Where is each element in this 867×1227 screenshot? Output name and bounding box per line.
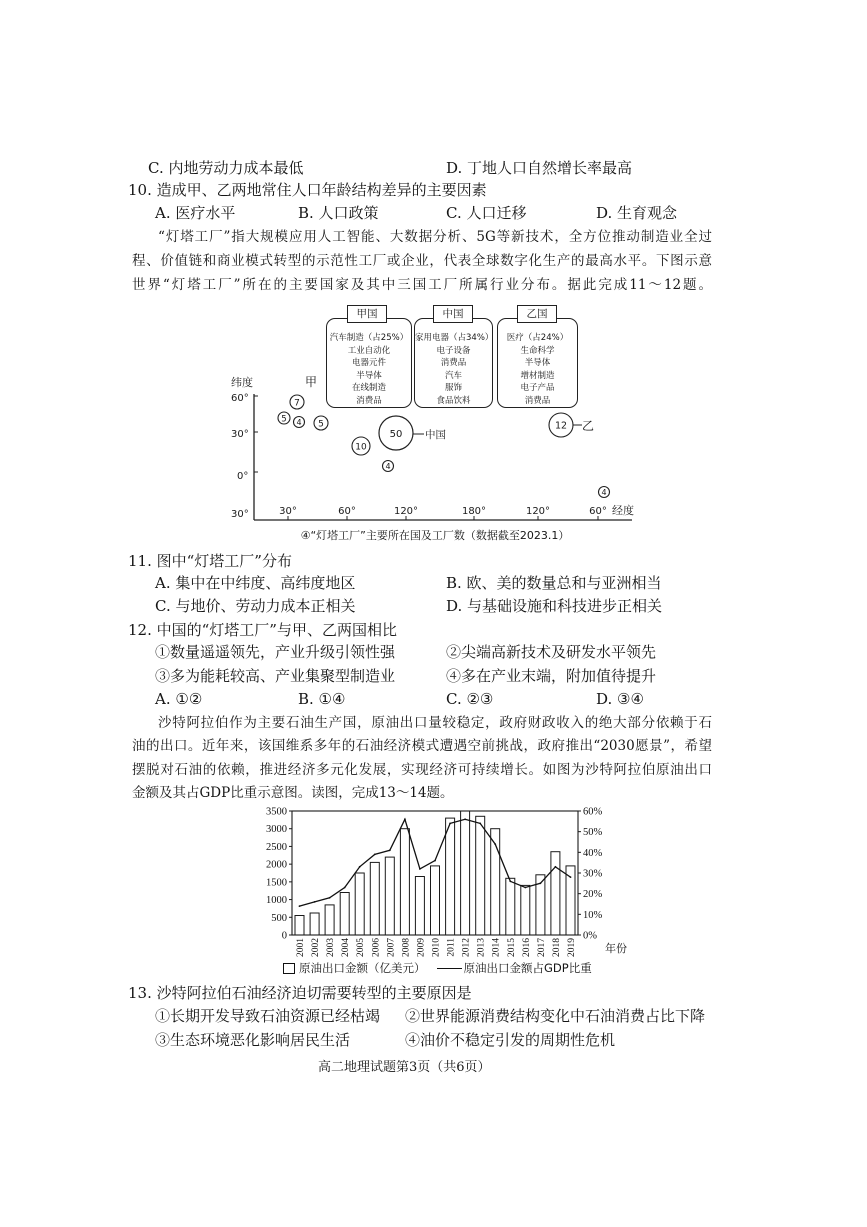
q13-statement-1: ①长期开发导致石油资源已经枯竭: [155, 1007, 381, 1025]
bar-2015: [506, 878, 515, 935]
industry-item: 电器元件: [351, 358, 386, 368]
y-right-tick-label: 20%: [583, 889, 603, 901]
gdp-share-point-2017: [540, 882, 542, 884]
svg-text:5: 5: [318, 419, 324, 430]
y-left-tick-label: 3500: [266, 806, 287, 818]
y-left-tick-label: 0: [281, 930, 287, 942]
industry-item: 消费品: [440, 358, 467, 368]
bar-2008: [400, 829, 409, 935]
x-tick-label: 2001: [296, 938, 307, 957]
bar-2012: [461, 811, 470, 935]
gdp-share-point-2009: [419, 868, 421, 870]
x-tick-label: 2008: [401, 938, 412, 957]
lon-tick-label: 60°: [589, 506, 607, 517]
x-tick-label: 2015: [506, 938, 517, 957]
bar-2009: [415, 877, 424, 936]
bar-2006: [370, 862, 379, 935]
x-tick-label: 2010: [431, 938, 442, 957]
q10-option-b: B. 人口政策: [298, 204, 379, 222]
gdp-share-point-2004: [344, 887, 346, 889]
bar-2016: [521, 885, 530, 935]
q11-option-c: C. 与地价、劳动力成本正相关: [155, 597, 356, 615]
x-tick-label: 2009: [416, 938, 427, 957]
industry-item: 医疗（占24%）: [506, 333, 569, 343]
industry-item: 食品饮料: [436, 395, 471, 406]
y-left-tick-label: 3000: [266, 824, 287, 836]
y-right-tick-label: 0%: [583, 930, 597, 942]
q12-option-c: C. ②③: [446, 690, 494, 708]
industry-item: 汽车: [444, 370, 462, 381]
gdp-share-point-2016: [524, 887, 526, 889]
gdp-share-point-2007: [389, 849, 391, 851]
x-tick-label: 2002: [311, 938, 322, 957]
x-axis-label: 年份: [605, 943, 627, 955]
q12-option-a: A. ①②: [155, 690, 203, 708]
lon-tick-label: 120°: [393, 506, 419, 517]
industry-item: 消费品: [524, 395, 551, 406]
industry-box-jia: [326, 318, 412, 408]
y-right-tick-label: 10%: [583, 909, 603, 921]
q12-option-d: D. ③④: [596, 690, 644, 708]
q9-option-c: C. 内地劳动力成本最低: [148, 159, 304, 177]
bar-2013: [476, 816, 485, 935]
q10-stem: 10. 造成甲、乙两地常住人口年龄结构差异的主要因素: [128, 181, 487, 199]
gdp-share-point-2012: [464, 818, 466, 820]
lon-tick-label: 60°: [338, 506, 356, 517]
passage-line: 油的出口。近年来，该国维系多年的石油经济模式遭遇空前挑战，政府推出“2030愿景”，希望: [132, 738, 712, 754]
x-tick-label: 2003: [326, 938, 337, 957]
bar-2011: [446, 818, 455, 935]
gdp-share-point-2006: [374, 854, 376, 856]
lighthouse-factory-figure: [225, 298, 645, 546]
bar-2005: [355, 873, 364, 935]
industry-box-china: [414, 318, 493, 408]
passage-line: 程、价值链和商业模式转型的示范性工厂或企业，代表全球数字化生产的最高水平。下图示意: [132, 253, 712, 269]
bar-2018: [551, 852, 560, 935]
industry-item: 增材制造: [520, 370, 555, 381]
passage-line: 沙特阿拉伯作为主要石油生产国，原油出口量较稳定，政府财政收入的绝大部分依赖于石: [158, 715, 712, 731]
industry-item: 半导体: [524, 358, 551, 368]
x-tick-label: 2011: [446, 938, 457, 957]
marker-label-jia: 甲: [305, 375, 318, 389]
lat-tick-label: 0°: [237, 471, 249, 482]
passage-line: “灯塔工厂”指大规模应用人工智能、大数据分析、5G等新技术，全方位推动制造业全过: [158, 229, 712, 245]
page-footer: 高二地理试题第3页（共6页）: [318, 1060, 491, 1075]
gdp-share-point-2019: [570, 876, 572, 878]
industry-box-title-china: 中国: [433, 305, 473, 323]
bar-2003: [325, 905, 334, 935]
gdp-share-point-2008: [404, 818, 406, 820]
svg-text:10: 10: [355, 442, 367, 453]
y-right-tick-label: 50%: [583, 827, 603, 839]
q13-stem: 13. 沙特阿拉伯石油经济迫切需要转型的主要原因是: [128, 984, 472, 1002]
x-tick-label: 2017: [536, 938, 547, 957]
q10-option-c: C. 人口迁移: [446, 204, 527, 222]
x-tick-label: 2005: [356, 938, 367, 957]
svg-text:5: 5: [281, 414, 287, 425]
x-tick-label: 2018: [551, 938, 562, 957]
svg-text:4: 4: [296, 418, 302, 427]
marker-china: [379, 416, 413, 450]
bar-2004: [340, 893, 349, 936]
oil-export-chart: [245, 800, 635, 965]
q10-option-a: A. 医疗水平: [155, 204, 236, 222]
gdp-share-point-2010: [434, 860, 436, 862]
q11-option-d: D. 与基础设施和科技进步正相关: [446, 597, 663, 615]
svg-text:12: 12: [554, 420, 568, 432]
q11-option-b: B. 欧、美的数量总和与亚洲相当: [446, 574, 662, 592]
passage-line: 金额及其占GDP比重示意图。读图，完成13～14题。: [132, 785, 454, 801]
gdp-share-point-2018: [555, 866, 557, 868]
marker-country: [314, 416, 328, 430]
passage-line: 世界“灯塔工厂”所在的主要国家及其中三国工厂所属行业分布。据此完成11～12题。: [132, 277, 712, 293]
marker-country: [294, 417, 305, 428]
q11-stem: 11. 图中“灯塔工厂”分布: [128, 552, 292, 570]
q12-statement-4: ④多在产业末端，附加值待提升: [446, 667, 657, 685]
y-left-tick-label: 1000: [266, 895, 287, 907]
legend-bar-swatch: [283, 963, 295, 974]
y-left-tick-label: 2500: [266, 841, 287, 853]
industry-box-title-yi: 乙国: [517, 305, 557, 323]
marker-jia: [290, 395, 304, 409]
marker-country: [383, 461, 394, 472]
legend-line-swatch: [437, 968, 462, 969]
marker-label-china: 中国: [425, 429, 446, 441]
y-right-tick-label: 30%: [583, 868, 603, 880]
figure-caption: ④“灯塔工厂”主要所在国及工厂数（数据截至2023.1）: [300, 529, 570, 542]
y-right-tick-label: 60%: [583, 806, 603, 818]
x-tick-label: 2016: [521, 938, 532, 957]
x-tick-label: 2007: [386, 938, 397, 957]
q13-statement-2: ②世界能源消费结构变化中石油消费占比下降: [405, 1007, 706, 1025]
lat-tick-label: 60°: [231, 393, 249, 404]
bar-2002: [310, 913, 319, 935]
y-left-tick-label: 2000: [266, 859, 287, 871]
x-tick-label: 2019: [566, 938, 577, 957]
q11-option-a: A. 集中在中纬度、高纬度地区: [155, 574, 356, 592]
latitude-axis-label: 纬度: [231, 376, 253, 389]
industry-item: 在线制造: [351, 383, 386, 393]
x-tick-label: 2012: [461, 938, 472, 957]
q12-statement-2: ②尖端高新技术及研发水平领先: [446, 643, 657, 661]
svg-text:4: 4: [601, 488, 607, 497]
marker-label-yi: 乙: [582, 419, 595, 433]
x-tick-label: 2014: [491, 938, 502, 957]
marker-country: [278, 412, 290, 425]
gdp-share-point-2014: [494, 843, 496, 845]
lon-tick-label: 180°: [461, 506, 487, 517]
svg-text:4: 4: [385, 462, 391, 471]
bar-2001: [295, 916, 304, 936]
industry-item: 半导体: [356, 370, 382, 381]
bar-2007: [385, 857, 394, 935]
gdp-share-point-2013: [479, 823, 481, 825]
legend-line-label: 原油出口金额占GDP比重: [463, 961, 592, 975]
legend-bar-label: 原油出口金额（亿美元）: [299, 961, 426, 975]
x-tick-label: 2006: [371, 938, 382, 957]
gdp-share-point-2003: [329, 897, 331, 899]
gdp-share-point-2015: [509, 880, 511, 882]
industry-box-yi: [497, 318, 578, 408]
passage-line: 摆脱对石油的依赖，推进经济多元化发展，实现经济可持续增长。如图为沙特阿拉伯原油出口: [132, 762, 712, 778]
marker-country: [352, 437, 370, 455]
marker-yi: [549, 413, 573, 437]
q12-statement-1: ①数量遥遥领先，产业升级引领性强: [155, 643, 396, 661]
y-right-tick-label: 40%: [583, 847, 603, 859]
gdp-share-point-2005: [359, 866, 361, 868]
q12-statement-3: ③多为能耗较高、产业集聚型制造业: [155, 667, 396, 685]
marker-country: [599, 487, 610, 498]
x-tick-label: 2004: [341, 938, 352, 957]
y-left-tick-label: 1500: [266, 877, 287, 889]
y-left-tick-label: 500: [271, 912, 287, 924]
industry-item: 工业自动化: [347, 345, 391, 356]
lat-tick-label: 30°: [231, 429, 249, 440]
industry-box-title-jia: 甲国: [347, 305, 387, 323]
industry-item: 汽车制造（占25%）: [329, 333, 409, 343]
chart-legend: [283, 960, 592, 976]
svg-text:7: 7: [294, 398, 300, 409]
gdp-share-point-2002: [314, 901, 316, 903]
q10-option-d: D. 生育观念: [596, 204, 678, 222]
bar-2010: [431, 866, 440, 935]
industry-item: 电子设备: [436, 345, 471, 356]
industry-item: 家用电器（占34%）: [415, 333, 494, 343]
industry-item: 电子产品: [520, 383, 555, 393]
longitude-axis-label: 经度: [612, 504, 634, 517]
lon-tick-label: 120°: [525, 506, 551, 517]
x-tick-label: 2013: [476, 938, 487, 957]
lat-tick-label: 30°: [231, 509, 249, 520]
q12-option-b: B. ①④: [298, 690, 346, 708]
svg-text:50: 50: [389, 429, 403, 440]
industry-item: 消费品: [356, 395, 382, 406]
gdp-share-point-2011: [449, 823, 451, 825]
q9-option-d: D. 丁地人口自然增长率最高: [446, 159, 633, 177]
q13-statement-4: ④油价不稳定引发的周期性危机: [405, 1031, 616, 1049]
gdp-share-point-2001: [299, 905, 301, 907]
industry-item: 生命科学: [520, 345, 555, 356]
q12-stem: 12. 中国的“灯塔工厂”与甲、乙两国相比: [128, 621, 397, 639]
lon-tick-label: 30°: [279, 506, 297, 517]
q13-statement-3: ③生态环境恶化影响居民生活: [155, 1031, 351, 1049]
industry-item: 服饰: [444, 383, 462, 393]
